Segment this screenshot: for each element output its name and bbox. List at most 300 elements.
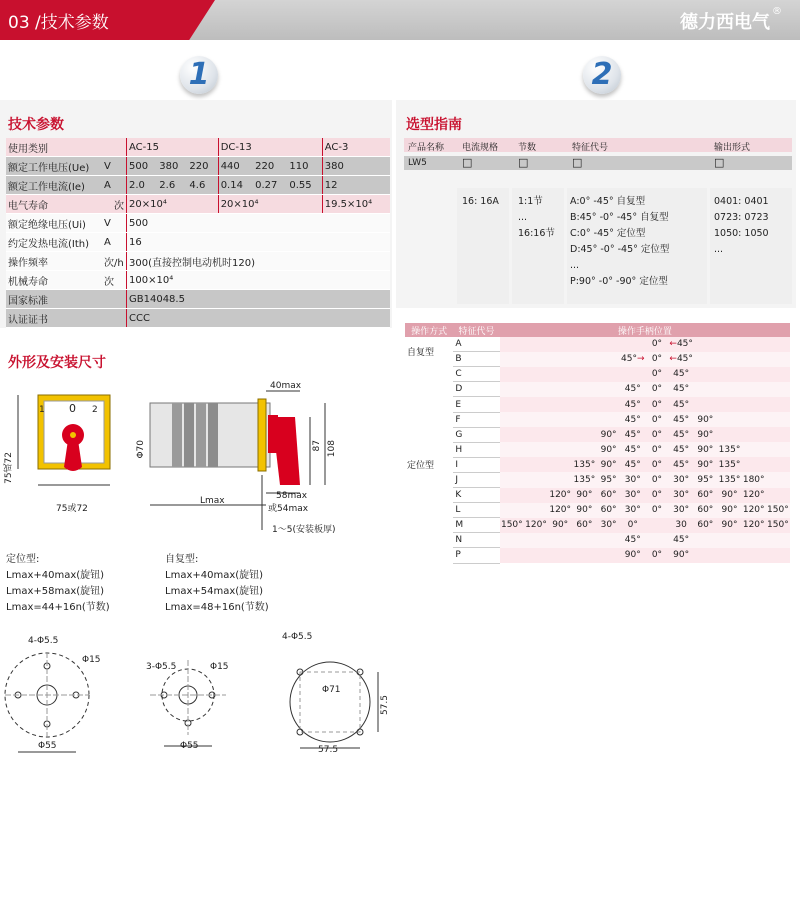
position-cell <box>524 533 548 548</box>
position-cell <box>645 518 669 533</box>
feature-code: J <box>453 472 499 487</box>
param-unit: 次/h <box>102 252 127 271</box>
feature-code: K <box>453 488 499 503</box>
position-cell: 45° <box>621 442 645 457</box>
outputs-list <box>714 194 769 258</box>
position-cell: 90° <box>717 518 741 533</box>
sel-header: 特征代号 <box>572 143 609 153</box>
position-cell <box>717 412 741 427</box>
position-cell <box>524 397 548 412</box>
position-cell <box>766 367 790 382</box>
position-cell <box>766 352 790 367</box>
param-value: CCC <box>127 309 391 328</box>
list-item: ... <box>518 212 528 223</box>
position-cell <box>572 367 596 382</box>
position-cell <box>742 352 766 367</box>
center-label-b: Φ15 <box>210 662 229 672</box>
position-cell <box>717 427 741 442</box>
param-unit: A <box>102 176 127 195</box>
position-cell <box>524 412 548 427</box>
param-value: 0.55 <box>287 176 322 195</box>
ops-row <box>405 412 790 427</box>
position-cell <box>572 427 596 442</box>
param-value: 380 <box>322 157 390 176</box>
checkbox-icon: □ <box>462 156 473 169</box>
param-unit: V <box>102 214 127 233</box>
position-cell: 0° <box>645 503 669 518</box>
position-cell: 90° <box>621 548 645 563</box>
table-row <box>6 214 390 233</box>
position-cell: 60° <box>596 503 620 518</box>
position-cell: 95° <box>693 472 717 487</box>
note-line: Lmax+40max(旋钮) <box>6 570 105 581</box>
position-cell <box>572 337 596 352</box>
position-cell: 120° <box>742 488 766 503</box>
position-cell <box>596 548 620 563</box>
param-value: 2.0 <box>127 176 158 195</box>
position-cell: 0° <box>645 457 669 472</box>
sel-header: 电流规格 <box>462 143 499 153</box>
position-cell <box>500 427 524 442</box>
position-cell <box>524 442 548 457</box>
param-value: 220 <box>253 157 287 176</box>
position-cell <box>548 367 572 382</box>
ops-row <box>405 518 790 533</box>
position-cell: 0° <box>645 337 669 352</box>
param-value: 300(直接控制电动机时120) <box>127 252 391 271</box>
param-unit: A <box>102 233 127 252</box>
list-item: 0723: 0723 <box>714 212 769 223</box>
list-item: B:45° -0° -45° 自复型 <box>570 212 669 223</box>
table-row <box>6 157 390 176</box>
position-cell: 120° <box>742 518 766 533</box>
operation-type: 定位型 <box>407 461 435 472</box>
checkbox-icon: □ <box>572 156 583 169</box>
ops-row <box>405 337 790 352</box>
dim-58max: 58max <box>276 491 308 501</box>
position-cell <box>500 503 524 518</box>
position-cell: 45° <box>669 397 693 412</box>
position-cell <box>596 382 620 397</box>
position-cell <box>548 457 572 472</box>
dim-40max: 40max <box>270 381 302 391</box>
dim-phi70: Φ70 <box>136 440 146 459</box>
section-number-1: 1 <box>180 56 218 94</box>
position-cell <box>596 367 620 382</box>
position-label-2: 2 <box>92 405 98 415</box>
position-cell: 60° <box>693 503 717 518</box>
position-cell: 90° <box>596 442 620 457</box>
position-cell <box>717 533 741 548</box>
position-cell <box>524 367 548 382</box>
position-cell <box>524 337 548 352</box>
param-value: AC-3 <box>322 138 390 157</box>
switch-section <box>196 403 206 467</box>
position-cell <box>645 533 669 548</box>
param-value: AC-15 <box>127 138 219 157</box>
sections-list <box>518 194 555 242</box>
position-cell <box>548 337 572 352</box>
position-cell <box>717 337 741 352</box>
dim-108: 108 <box>327 440 337 458</box>
position-cell <box>548 533 572 548</box>
switch-section <box>208 403 218 467</box>
ops-row <box>405 397 790 412</box>
position-cell <box>572 382 596 397</box>
hole-pattern-a <box>5 652 89 752</box>
position-cell: 120° <box>524 518 548 533</box>
feature-code: H <box>453 442 499 457</box>
table-row <box>6 290 390 309</box>
position-cell <box>548 472 572 487</box>
param-value: 220 <box>187 157 218 176</box>
position-cell: 45° <box>669 382 693 397</box>
switch-section <box>184 403 194 467</box>
position-cell <box>500 548 524 563</box>
param-value: 500 <box>127 214 391 233</box>
self-reset-notes <box>165 552 269 616</box>
position-cell <box>693 367 717 382</box>
checkbox-icon: □ <box>714 156 725 169</box>
feature-code: G <box>453 427 499 442</box>
holes-label-c: 4-Φ5.5 <box>282 632 313 642</box>
position-cell <box>524 382 548 397</box>
handle-side-icon <box>272 417 300 485</box>
note-line: Lmax=44+16n(节数) <box>6 602 110 613</box>
list-item: A:0° -45° 自复型 <box>570 196 646 207</box>
position-cell <box>524 488 548 503</box>
param-value: GB14048.5 <box>127 290 391 309</box>
position-cell <box>524 427 548 442</box>
note-line: Lmax+40max(旋钮) <box>165 570 264 581</box>
position-cell <box>766 442 790 457</box>
position-cell: 45° <box>621 533 645 548</box>
position-cell: 45° <box>669 533 693 548</box>
position-cell <box>766 472 790 487</box>
param-label: 电气寿命 <box>6 195 102 214</box>
note-line: Lmax+58max(旋钮) <box>6 586 105 597</box>
param-label: 额定绝缘电压(Ui) <box>6 214 102 233</box>
param-value: 2.6 <box>157 176 187 195</box>
ops-header-row <box>405 323 790 337</box>
param-unit: V <box>102 157 127 176</box>
position-cell: 45° <box>621 382 645 397</box>
param-label: 操作频率 <box>6 252 102 271</box>
position-cell: 150° <box>766 503 790 518</box>
position-cell <box>524 472 548 487</box>
tech-title: 技术参数 <box>8 117 64 133</box>
checkbox-icon: □ <box>518 156 529 169</box>
param-value: 100×10⁴ <box>127 271 391 290</box>
param-label: 国家标准 <box>6 290 102 309</box>
position-cell <box>548 382 572 397</box>
position-cell <box>500 533 524 548</box>
position-cell <box>717 352 741 367</box>
position-cell: 30° <box>669 503 693 518</box>
param-value: 16 <box>127 233 391 252</box>
section-number-2: 2 <box>583 56 621 94</box>
list-item: ... <box>570 260 580 271</box>
registered-mark: ® <box>772 6 782 17</box>
position-cell: 45° <box>621 412 645 427</box>
position-cell: 0° <box>645 352 669 367</box>
param-value: 19.5×10⁴ <box>322 195 390 214</box>
position-cell <box>693 337 717 352</box>
position-cell: 45° <box>669 412 693 427</box>
position-cell: 150° <box>500 518 524 533</box>
table-row <box>6 138 390 157</box>
current-list <box>462 194 499 210</box>
center-label-a: Φ15 <box>82 655 101 665</box>
position-cell <box>524 352 548 367</box>
position-cell: 45° <box>669 367 693 382</box>
position-cell <box>548 427 572 442</box>
position-cell: 45° <box>669 442 693 457</box>
param-value: 0.27 <box>253 176 287 195</box>
position-cell <box>572 533 596 548</box>
page-title: 03 /技术参数 <box>8 13 109 33</box>
param-unit <box>102 290 127 309</box>
position-cell: 30° <box>621 488 645 503</box>
position-cell: 30° <box>669 472 693 487</box>
position-cell <box>548 397 572 412</box>
param-value: 440 <box>218 157 253 176</box>
switch-section <box>172 403 182 467</box>
position-cell <box>572 548 596 563</box>
ops-row <box>405 427 790 442</box>
position-cell: 60° <box>572 518 596 533</box>
position-cell: 135° <box>717 472 741 487</box>
brand-name: 德力西电气 <box>680 12 770 33</box>
position-cell: 45° <box>669 427 693 442</box>
feature-code: L <box>453 503 499 518</box>
position-cell: 30 <box>669 518 693 533</box>
position-cell <box>524 503 548 518</box>
position-cell: 135° <box>717 442 741 457</box>
position-cell <box>548 352 572 367</box>
feature-code: D <box>453 382 499 397</box>
position-cell <box>596 412 620 427</box>
position-cell <box>572 397 596 412</box>
position-cell: 90° <box>572 488 596 503</box>
position-cell: 60° <box>596 488 620 503</box>
pitch-label-a: Φ55 <box>38 741 57 751</box>
position-cell: 60° <box>693 488 717 503</box>
position-cell <box>766 397 790 412</box>
position-cell: 90° <box>572 503 596 518</box>
ops-row <box>405 503 790 518</box>
sel-header: 产品名称 <box>408 143 445 153</box>
position-cell: 60° <box>693 518 717 533</box>
position-cell <box>500 352 524 367</box>
position-cell <box>766 533 790 548</box>
feature-code: I <box>453 457 499 472</box>
position-cell <box>766 382 790 397</box>
front-view-drawing <box>0 375 400 545</box>
param-value: 4.6 <box>187 176 218 195</box>
position-cell: 30° <box>621 472 645 487</box>
position-cell: 120° <box>548 488 572 503</box>
param-value: 380 <box>157 157 187 176</box>
position-cell: 90° <box>717 488 741 503</box>
param-label: 额定工作电流(Ie) <box>6 176 102 195</box>
sel-header: 输出形式 <box>714 143 751 153</box>
position-cell: 90° <box>693 457 717 472</box>
position-cell <box>500 442 524 457</box>
height-label-c: 57.5 <box>380 695 390 716</box>
position-cell: 90° <box>596 427 620 442</box>
table-row <box>6 271 390 290</box>
position-cell <box>548 442 572 457</box>
pitch-label-b: Φ55 <box>180 741 199 751</box>
position-cell: 135° <box>572 457 596 472</box>
position-cell <box>742 533 766 548</box>
position-cell <box>621 337 645 352</box>
position-cell: 90° <box>693 412 717 427</box>
position-cell: 30° <box>621 503 645 518</box>
position-cell: 0° <box>621 518 645 533</box>
param-value: 20×10⁴ <box>218 195 322 214</box>
ops-row <box>405 488 790 503</box>
param-label: 额定工作电压(Ue) <box>6 157 102 176</box>
position-cell: 45° <box>621 397 645 412</box>
position-cell: 0° <box>645 382 669 397</box>
position-cell <box>596 337 620 352</box>
ops-row <box>405 367 790 382</box>
position-cell <box>500 457 524 472</box>
position-cell: 90° <box>596 457 620 472</box>
position-cell <box>596 397 620 412</box>
position-cell <box>693 397 717 412</box>
tech-params-table <box>6 138 390 328</box>
ops-row <box>405 352 790 367</box>
position-cell <box>766 488 790 503</box>
position-cell <box>766 337 790 352</box>
list-item: 16:16节 <box>518 228 555 239</box>
position-cell <box>742 427 766 442</box>
param-value: 12 <box>322 176 390 195</box>
position-cell <box>742 397 766 412</box>
position-cell <box>742 412 766 427</box>
param-value: DC-13 <box>218 138 322 157</box>
list-item: ... <box>714 244 724 255</box>
position-cell: 0° <box>645 442 669 457</box>
position-cell <box>500 382 524 397</box>
position-cell <box>572 352 596 367</box>
position-cell: 90° <box>693 427 717 442</box>
dim-54max: 或54max <box>268 504 309 514</box>
dim-plate: 1～5(安装板厚) <box>272 525 336 535</box>
position-cell <box>742 367 766 382</box>
sel-header: 节数 <box>518 143 537 153</box>
model-name: LW5 <box>408 158 427 168</box>
feature-code: C <box>453 367 499 382</box>
position-cell <box>572 412 596 427</box>
position-cell <box>742 457 766 472</box>
position-cell: 0° <box>645 397 669 412</box>
position-cell: 30° <box>669 488 693 503</box>
list-item: 0401: 0401 <box>714 196 769 207</box>
list-item: D:45° -0° -45° 定位型 <box>570 244 670 255</box>
note-line: 定位型: <box>6 554 40 565</box>
position-cell <box>596 352 620 367</box>
ops-header: 特征代号 <box>453 323 499 337</box>
position-cell <box>742 442 766 457</box>
position-cell <box>766 548 790 563</box>
position-label-0: 0 <box>69 402 76 415</box>
dim-lmax: Lmax <box>200 496 225 506</box>
list-item: 16: 16A <box>462 196 499 207</box>
position-cell <box>548 412 572 427</box>
position-cell: 90° <box>717 503 741 518</box>
position-cell: 30° <box>596 518 620 533</box>
table-row <box>6 176 390 195</box>
header-bar <box>0 0 800 40</box>
position-cell <box>500 337 524 352</box>
dim-side: 75或72 <box>4 452 14 484</box>
position-cell <box>500 472 524 487</box>
feature-code: N <box>453 533 499 548</box>
codes-list <box>570 194 669 290</box>
feature-code: M <box>453 518 499 533</box>
circle-label-c: Φ71 <box>322 685 341 695</box>
ops-row <box>405 442 790 457</box>
position-cell: 150° <box>766 518 790 533</box>
position-cell <box>524 548 548 563</box>
position-cell <box>742 548 766 563</box>
dim-bottom: 75或72 <box>56 504 88 514</box>
position-cell: 45° <box>669 457 693 472</box>
ops-row <box>405 533 790 548</box>
position-cell <box>500 488 524 503</box>
position-cell: 0° <box>645 412 669 427</box>
position-cell: 0° <box>645 367 669 382</box>
position-cell <box>621 367 645 382</box>
param-label: 认证证书 <box>6 309 102 328</box>
position-cell <box>766 427 790 442</box>
list-item: 1050: 1050 <box>714 228 769 239</box>
position-cell <box>693 352 717 367</box>
position-cell <box>766 457 790 472</box>
list-item: C:0° -45° 定位型 <box>570 228 646 239</box>
param-value: 110 <box>287 157 322 176</box>
feature-code: P <box>453 548 499 563</box>
param-label: 机械寿命 <box>6 271 102 290</box>
position-cell <box>500 367 524 382</box>
note-line: Lmax=48+16n(节数) <box>165 602 269 613</box>
feature-code: F <box>453 412 499 427</box>
position-cell: ←45° <box>669 337 693 352</box>
param-unit: 次 <box>102 271 127 290</box>
param-unit <box>102 309 127 328</box>
position-cell: 90° <box>669 548 693 563</box>
position-cell: 135° <box>572 472 596 487</box>
position-cell: 45°→ <box>621 352 645 367</box>
handle-pin-icon <box>70 432 76 438</box>
position-cell: 0° <box>645 488 669 503</box>
hole-pattern-c <box>290 662 378 748</box>
dim-87: 87 <box>312 440 322 452</box>
holes-label-a: 4-Φ5.5 <box>28 636 59 646</box>
ops-row <box>405 548 790 563</box>
position-cell <box>766 412 790 427</box>
position-cell <box>693 548 717 563</box>
dims-title: 外形及安装尺寸 <box>8 355 106 371</box>
position-cell <box>717 548 741 563</box>
position-cell: 45° <box>621 457 645 472</box>
position-cell <box>717 367 741 382</box>
position-cell <box>717 397 741 412</box>
